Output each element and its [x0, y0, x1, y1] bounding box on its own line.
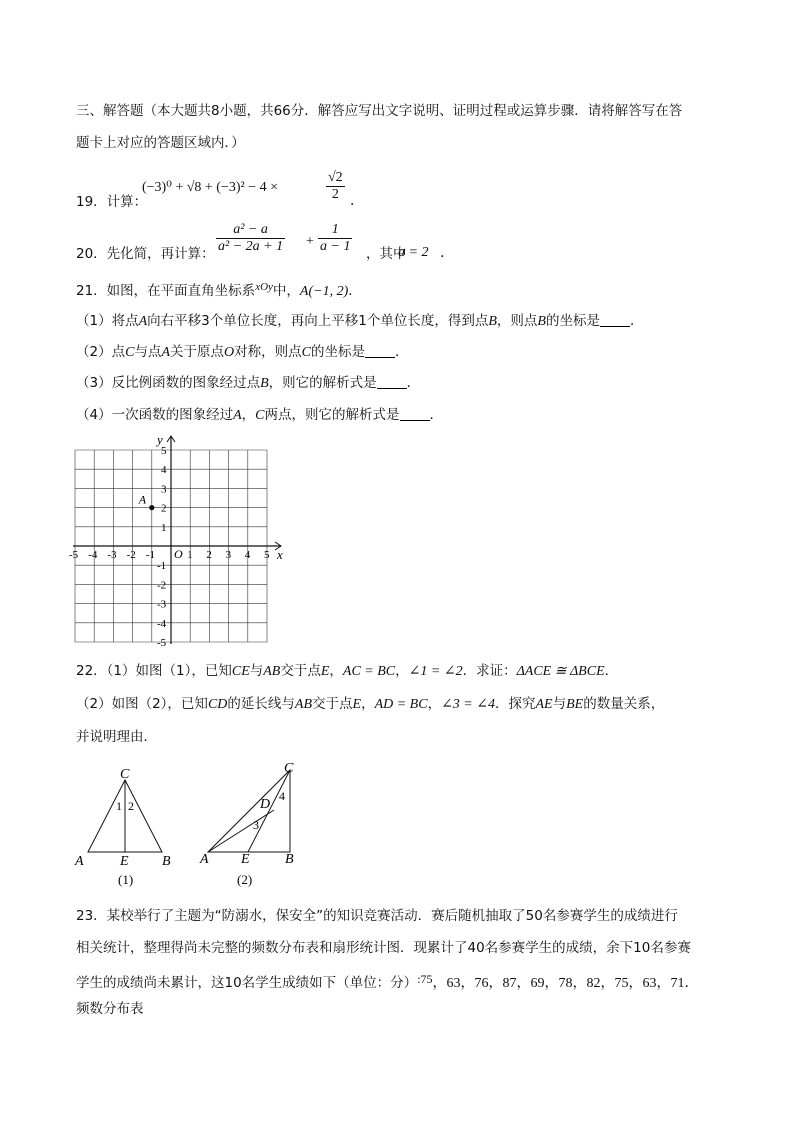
q22p1-t6: ， [329, 663, 343, 679]
q22p2-t4: 交于点 [312, 696, 353, 712]
q21p1-B2: B [537, 314, 546, 329]
answer-blank[interactable] [600, 312, 630, 327]
q21p2-O: O [224, 345, 235, 360]
q20-f2-denominator: a − 1 [320, 239, 351, 254]
q23-l3-text: 学生的成绩尚未累计，这10名学生成绩如下（单位：分） [76, 975, 418, 991]
q19-end: ． [350, 194, 364, 209]
caption-1: (1) [118, 872, 134, 887]
q21p2-t2: 与点 [134, 344, 162, 360]
question-23-line-2: 相关统计，整理得尚未完整的频数分布表和扇形统计图．现累计了40名参赛学生的成绩，余下10名参赛 [76, 940, 691, 956]
q22p1-end: ． [604, 663, 619, 679]
q22p2-AB: AB [294, 697, 312, 712]
label-D: D [260, 797, 271, 812]
frequency-table-title: 频数分布表 [76, 1001, 144, 1017]
q22p2-eq1: AD = BC [374, 697, 428, 712]
angle-3: 3 [253, 818, 259, 832]
q20-fraction-2 [318, 222, 352, 255]
q21p2-end: ． [394, 344, 409, 360]
q21p2-C2: C [301, 345, 311, 360]
q21-part-3 [76, 373, 420, 394]
q21p4-A: A [233, 408, 242, 423]
label-C: C [284, 761, 294, 776]
q22p1-t2: 与 [249, 663, 264, 679]
q19-frac-denominator: 2 [331, 187, 339, 202]
q21p1-A: A [138, 314, 148, 329]
section-heading: 三、解答题（本大题共8小题，共66分．解答应写出文字说明、证明过程或运算步骤．请将解答写在答 [76, 103, 683, 119]
y-tick-label: -2 [157, 579, 167, 592]
q22p1-t0: 22．（1）如图（1），已知 [76, 663, 232, 679]
triangle-abc [208, 770, 290, 852]
q21p3-t2: ，则它的解析式是 [268, 375, 377, 391]
label-A: A [200, 852, 209, 867]
answer-blank[interactable] [400, 406, 430, 421]
q20-suffix: ，其中 [366, 246, 407, 262]
y-tick-label: -5 [157, 637, 167, 649]
question-21 [76, 277, 362, 302]
q19-prefix: 19．计算： [76, 194, 148, 210]
q22p1-CE: CE [231, 664, 250, 679]
q21-end: ． [348, 283, 362, 299]
x-tick-label: -3 [107, 549, 117, 561]
x-tick-label: 3 [225, 549, 232, 561]
q20-end: ． [440, 246, 454, 261]
q20-condition: a = 2 [398, 245, 429, 260]
q22p2-t14: 的数量关系， [583, 696, 665, 712]
q20-f2-numerator: 1 [318, 222, 352, 239]
q21p3-end: ． [406, 375, 421, 391]
q22p2-t8: ， [427, 696, 442, 712]
q22p2-AE: AE [535, 697, 553, 712]
q22p1-t8: ， [395, 663, 409, 679]
y-tick-label: 5 [161, 445, 167, 457]
y-tick-label: 4 [161, 464, 167, 477]
angle-1: 1 [116, 799, 122, 813]
q21-point-a: A(−1, 2) [299, 284, 349, 299]
q21p1-t0: （1）将点 [76, 313, 139, 329]
x-tick-label: -5 [69, 549, 79, 561]
q22p2-t12: 与 [552, 696, 567, 712]
q20-fraction-1 [216, 222, 285, 255]
q21p1-t6: 的坐标是 [545, 313, 600, 329]
q21p2-A: A [161, 345, 170, 360]
coordinate-grid [70, 430, 290, 652]
q21-part-2 [76, 342, 408, 363]
q22p2-t10: ．探究 [494, 696, 536, 712]
q22p1-AB: AB [263, 664, 281, 679]
q22p1-t10: ．求证： [462, 663, 517, 679]
point-a-label: A [138, 492, 147, 507]
q20-f1-numerator: a² − a [216, 222, 285, 239]
q21p2-t0: （2）点 [76, 344, 126, 360]
y-tick-label: 3 [161, 483, 167, 496]
q23-l3-score: :75 [417, 972, 433, 986]
question-22-part-3: 并说明理由． [76, 729, 157, 745]
q21-part-1 [76, 311, 643, 332]
y-tick-label: 2 [161, 502, 167, 515]
q21p4-t4: 两点，则它的解析式是 [264, 407, 400, 423]
x-tick-label: 4 [244, 549, 251, 561]
x-tick-label: 1 [187, 549, 193, 561]
q22p1-t4: 交于点 [280, 663, 321, 679]
q22p1-congruence: ΔACE ≅ ΔBCE [516, 664, 605, 679]
q20-f1-denominator: a² − 2a + 1 [218, 239, 284, 254]
grid-labels [69, 432, 283, 649]
q22p2-t6: ， [361, 696, 375, 712]
q21-coord-system: xOy [255, 281, 273, 293]
y-tick-label: 1 [161, 521, 167, 534]
angle-2: 2 [128, 799, 134, 813]
x-tick-label: -2 [126, 549, 136, 561]
q21p3-B: B [260, 376, 269, 391]
q21p1-t4: ，则点 [496, 313, 538, 329]
q21p1-end: ． [629, 313, 644, 329]
x-tick-label: -4 [88, 549, 98, 561]
q21-part-4 [76, 405, 443, 426]
q19-expression: (−3)⁰ + √8 + (−3)² − 4 × [142, 180, 279, 195]
q21p2-C: C [125, 345, 135, 360]
y-tick-label: -3 [157, 598, 167, 611]
section-heading-cont: 题卡上对应的答题区域内．） [76, 135, 245, 151]
answer-blank[interactable] [365, 343, 395, 358]
q21-text: 21．如图，在平面直角坐标系 [76, 283, 256, 299]
label-E: E [241, 852, 250, 867]
label-B: B [162, 854, 171, 869]
y-axis-label: y [157, 432, 163, 447]
x-tick-label: 2 [206, 549, 212, 561]
q22p1-E: E [320, 664, 330, 679]
q19-fraction [326, 170, 345, 203]
q22p2-t2: 的延长线与 [227, 696, 295, 712]
point-a-dot [149, 505, 154, 510]
q22p2-eq2: ∠3 = ∠4 [441, 697, 495, 712]
q22p2-E: E [352, 697, 362, 712]
question-22-part-1 [76, 661, 618, 682]
q21p2-t8: 的坐标是 [310, 344, 365, 360]
question-23-line-3 [76, 969, 699, 994]
figure-2-triangle [195, 758, 315, 890]
grid-axes [73, 436, 281, 644]
q23-l3-scores: ，63，76，87，69，78，82，75，63，71． [432, 976, 699, 991]
q19-frac-numerator: √2 [328, 170, 343, 185]
q22p2-BE: BE [566, 697, 584, 712]
q22p1-eq2: ∠1 = ∠2 [408, 664, 463, 679]
x-tick-label: -1 [145, 549, 155, 561]
figure-1-triangle [70, 760, 190, 890]
question-23-line-1: 23．某校举行了主题为“防溺水，保安全”的知识竞赛活动．赛后随机抽取了50名参赛学生的成绩进行 [76, 908, 678, 924]
x-tick-label: 5 [264, 549, 270, 561]
q22p2-t0: （2）如图（2），已知 [76, 696, 208, 712]
q21p2-t6: 对称，则点 [234, 344, 302, 360]
label-B: B [285, 852, 294, 867]
q20-plus: + [306, 234, 314, 249]
q21p1-B: B [488, 314, 497, 329]
q21p4-end: ． [429, 407, 443, 423]
y-tick-label: -1 [157, 560, 167, 573]
q21-text-2: 中， [272, 283, 300, 299]
y-tick-label: -4 [157, 617, 167, 630]
q21p3-t0: （3）反比例函数的图象经过点 [76, 375, 261, 391]
label-A: A [75, 854, 84, 869]
q21p1-t2: 向右平移3个单位长度，再向上平移1个单位长度，得到点 [147, 313, 489, 329]
q21p4-C: C [255, 408, 265, 423]
caption-2: (2) [237, 872, 253, 887]
x-axis-label: x [277, 547, 283, 562]
label-C: C [120, 767, 130, 782]
origin-label: O [174, 547, 183, 561]
q21p4-t0: （4）一次函数的图象经过 [76, 407, 234, 423]
angle-4: 4 [279, 789, 285, 803]
question-22-part-2 [76, 694, 664, 715]
label-E: E [120, 854, 129, 869]
q22p2-CD: CD [207, 697, 228, 712]
answer-blank[interactable] [377, 374, 407, 389]
q22p1-eq1: AC = BC [342, 664, 396, 679]
q21p4-t2: ， [241, 407, 256, 423]
segment-ad [208, 810, 274, 852]
q20-prefix: 20．先化简，再计算： [76, 246, 215, 262]
q21p2-t4: 关于原点 [170, 344, 224, 360]
